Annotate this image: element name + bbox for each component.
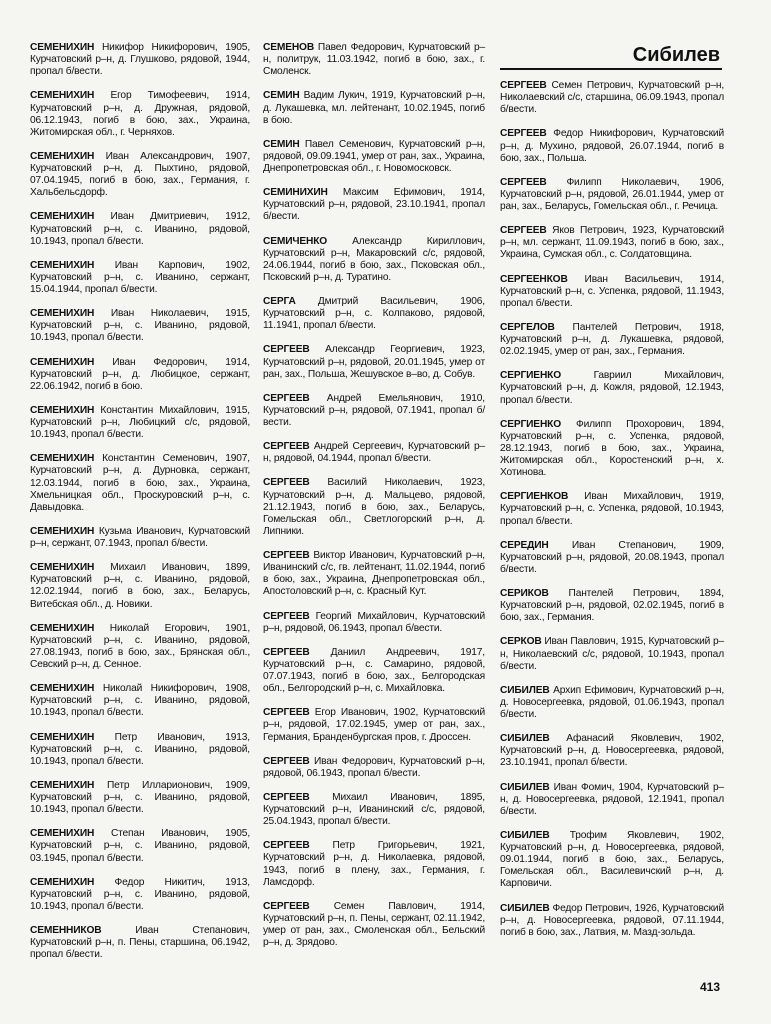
- entry-surname: СЕРГЕЕВ: [263, 900, 310, 912]
- memorial-entry: [30, 151, 250, 200]
- entry-surname: СИБИЛЕВ: [500, 684, 550, 696]
- entry-details: Филипп Прохорович, 1894, Курчатовский р–н, с. Успенка, рядовой, 28.12.1943, погиб в бою, зах., Украина, Житомирская обл., Коростенский р–н, х. Хотинова.: [500, 418, 724, 479]
- entry-surname: СЕМЕНИХИН: [30, 453, 95, 465]
- entry-details: Александр Кириллович, Курчатовский р–н, Макаровский с/с, рядовой, 24.06.1944, погиб в бою, зах., Псковская обл., Псковский р–н, д. Туратино.: [263, 235, 485, 283]
- entry-surname: СЕРГИЕНКОВ: [500, 491, 569, 503]
- page-number: 413: [700, 980, 721, 994]
- entry-details: Александр Георгиевич, 1923, Курчатовский р–н, рядовой, 20.01.1945, умер от ран, зах., Польша, Жешувское в–во, д. Собув.: [263, 344, 485, 380]
- entry-details: Василий Николаевич, 1923, Курчатовский р–н, д. Мальцево, рядовой, 21.12.1943, погиб в бою, зах., Беларусь, Гомельская обл., Светлогорский р–н, д. Липники.: [263, 477, 485, 537]
- entry-details: Вадим Лукич, 1919, Курчатовский р–н, д. Лукашевка, мл. лейтенант, 10.02.1945, погиб в бою.: [263, 90, 485, 126]
- memorial-entry: [500, 80, 724, 116]
- memorial-entry: [500, 903, 724, 939]
- entry-surname: СЕМЕНИХИН: [30, 779, 95, 791]
- entry-surname: СЕМЕННИКОВ: [30, 925, 102, 936]
- entry-surname: СЕРГИЕНКО: [500, 370, 561, 382]
- entry-details: Степан Иванович, 1905, Курчатовский р–н, с. Иванино, рядовой, 03.1945, пропал б/вести.: [30, 828, 250, 864]
- memorial-entry: [263, 707, 485, 743]
- entry-surname: СЕМЕНИХИН: [30, 259, 95, 271]
- entry-surname: СЕМЕНИХИН: [30, 683, 95, 695]
- memorial-entry: [30, 453, 250, 514]
- entry-surname: СЕРГА: [263, 296, 296, 307]
- entry-surname: СЕМЕНИХИН: [30, 356, 95, 368]
- running-header: Сибилев: [632, 44, 720, 66]
- entry-surname: СЕРКОВ: [500, 636, 542, 648]
- entry-details: Афанасий Яковлевич, 1902, Курчатовский р–н, д. Новосергеевка, рядовой, 23.10.1941, пропал б/вести.: [500, 733, 724, 769]
- entry-details: Иван Михайлович, 1919, Курчатовский р–н, с. Успенка, рядовой, 10.1943, пропал б/вести.: [500, 491, 724, 527]
- entry-surname: СЕМЕНОВ: [263, 42, 315, 53]
- entry-details: Иван Карпович, 1902, Курчатовский р–н, с. Иванино, сержант, 15.04.1944, пропал б/вести.: [30, 259, 250, 295]
- entry-surname: СЕРГЕЕВ: [263, 392, 310, 404]
- memorial-entry: [263, 756, 485, 780]
- entry-details: Семен Павлович, 1914, Курчатовский р–н, п. Пены, сержант, 02.11.1942, умер от ран, зах., Смоленская обл., Бельский р–н, д. Зрядово.: [263, 900, 485, 949]
- memorial-entry: [500, 685, 724, 721]
- entry-surname: СЕМЕНИХИН: [30, 404, 95, 416]
- memorial-entry: [500, 540, 724, 576]
- entry-details: Филипп Николаевич, 1906, Курчатовский р–н, рядовой, 26.01.1944, умер от ран, зах., Беларусь, Гомельская обл., г. Речица.: [500, 176, 724, 212]
- entry-surname: СИБИЛЕВ: [500, 733, 550, 745]
- entry-surname: СЕРГЕЛОВ: [500, 321, 555, 333]
- memorial-entry: [500, 636, 724, 672]
- memorial-entry: [263, 901, 485, 950]
- memorial-entry: [30, 828, 250, 864]
- memorial-entry: [263, 139, 485, 175]
- entry-surname: СЕМЕНИХИН: [30, 731, 95, 743]
- entry-details: Даниил Андреевич, 1917, Курчатовский р–н, с. Самарино, рядовой, 07.07.1943, погиб в бою, зах., Белгородская обл., Белгородский р–н, с. Михайловка.: [263, 646, 485, 695]
- entry-surname: СЕМЕНИХИН: [30, 308, 95, 320]
- entry-details: Иван Дмитриевич, 1912, Курчатовский р–н, с. Иванино, рядовой, 10.1943, пропал б/вести.: [30, 211, 250, 247]
- entry-details: Петр Григорьевич, 1921, Курчатовский р–н, д. Николаевка, рядовой, 1943, погиб в плену, зах., Германия, г. Ламсдорф.: [263, 840, 485, 888]
- entry-details: Иван Павлович, 1915, Курчатовский р–н, Николаевский с/с, рядовой, 10.1943, пропал б/вести.: [500, 636, 724, 672]
- entry-details: Егор Иванович, 1902, Курчатовский р–н, рядовой, 17.02.1945, умер от ран, зах., Германия, Бранденбургская пров, г. Дроссен.: [263, 707, 485, 743]
- entry-details: Николай Никифорович, 1908, Курчатовский р–н, с. Иванино, рядовой, 10.1943, пропал б/вести.: [30, 683, 250, 719]
- memorial-entry: [263, 647, 485, 696]
- memorial-entry: [500, 419, 724, 480]
- memorial-entry: [263, 611, 485, 635]
- memorial-entry: [30, 357, 250, 393]
- entry-surname: СЕРГЕЕВ: [263, 441, 310, 453]
- entry-details: Константин Семенович, 1907, Курчатовский р–н, д. Дурновка, сержант, 12.03.1944, погиб в бою, зах., Украина, Хмельницкая обл., Проскуровский р–н, с. Давыдовка.: [30, 453, 250, 513]
- memorial-entry: [263, 42, 485, 78]
- entry-details: Андрей Емельянович, 1910, Курчатовский р–н, рядовой, 07.1941, пропал б/вести.: [263, 392, 485, 428]
- entry-surname: СЕРГЕЕВ: [263, 755, 310, 767]
- entry-details: Гавриил Михайлович, Курчатовский р–н, д. Кожля, рядовой, 12.1943, пропал б/вести.: [500, 370, 724, 406]
- memorial-entry: [500, 491, 724, 527]
- entry-details: Иван Александрович, 1907, Курчатовский р–н, д. Пыхтино, рядовой, 07.04.1945, погиб в бою, зах., Германия, г. Хальбельсдорф.: [30, 150, 250, 199]
- memorial-entry: [30, 405, 250, 441]
- entry-surname: СЕМИНИХИН: [263, 187, 328, 199]
- entry-surname: СЕРГЕЕВ: [500, 176, 547, 188]
- memorial-entry: [30, 877, 250, 913]
- entry-details: Яков Петрович, 1923, Курчатовский р–н, мл. сержант, 11.09.1943, погиб в бою, зах., Украина, Сумская обл., с. Солдатовщина.: [500, 225, 724, 261]
- memorial-entry: [500, 782, 724, 818]
- entry-details: Павел Семенович, Курчатовский р–н, рядовой, 09.09.1941, умер от ран, зах., Украина, Днепропетровская обл., г. Новомосковск.: [263, 138, 486, 174]
- column-2: [263, 42, 485, 961]
- memorial-entry: [30, 90, 250, 139]
- memorial-entry: [500, 588, 724, 624]
- column-1: [30, 42, 250, 973]
- memorial-entry: [263, 187, 485, 223]
- memorial-entry: [263, 441, 485, 465]
- memorial-entry: [30, 211, 250, 247]
- memorial-entry: [500, 830, 724, 891]
- memorial-entry: [30, 308, 250, 344]
- entry-surname: СЕРГЕЕВ: [500, 128, 547, 140]
- entry-details: Николай Егорович, 1901, Курчатовский р–н, с. Иванино, рядовой, 27.08.1943, погиб в бою, зах., Брянская обл., Севский р–н, д. Сенное.: [30, 622, 251, 670]
- entry-details: Иван Фомич, 1904, Курчатовский р–н, д. Новосергеевка, рядовой, 12.1941, пропал б/вести.: [500, 781, 724, 817]
- entry-details: Иван Федорович, Курчатовский р–н, рядовой, 06.1943, пропал б/вести.: [263, 755, 485, 779]
- memorial-entry: [263, 296, 485, 332]
- memorial-entry: [30, 42, 250, 78]
- entry-surname: СЕМЕНИХИН: [30, 876, 95, 888]
- entry-details: Пантелей Петрович, 1918, Курчатовский р–н, д. Лукашевка, рядовой, 02.02.1945, умер от ран, зах., Германия.: [500, 321, 724, 358]
- entry-surname: СЕМЕНИХИН: [30, 211, 95, 223]
- entry-surname: СЕМИН: [263, 90, 300, 102]
- entry-details: Трофим Яковлевич, 1902, Курчатовский р–н, д. Новосергеевка, рядовой, 09.01.1944, погиб в бою, зах., Беларусь, Гомельская обл., Василевичский р–н, д. Карповичи.: [500, 829, 725, 890]
- entry-surname: СИБИЛЕВ: [500, 902, 550, 914]
- memorial-entry: [30, 780, 250, 816]
- entry-details: Георгий Михайлович, Курчатовский р–н, рядовой, 06.1943, пропал б/вести.: [263, 610, 485, 634]
- entry-details: Петр Илларионович, 1909, Курчатовский р–н, с. Иванино, рядовой, 10.1943, пропал б/вести.: [30, 779, 250, 816]
- entry-details: Михаил Иванович, 1895, Курчатовский р–н, Иванинский с/с, рядовой, 25.04.1943, пропал б/вести.: [263, 791, 485, 828]
- entry-details: Максим Ефимович, 1914, Курчатовский р–н, рядовой, 23.10.1941, пропал б/вести.: [263, 187, 485, 223]
- entry-details: Иван Васильевич, 1914, Курчатовский р–н, с. Успенка, рядовой, 11.1943, пропал б/вести.: [500, 273, 724, 309]
- memorial-entry: [263, 792, 485, 828]
- entry-details: Никифор Никифорович, 1905, Курчатовский р–н, д. Глушково, рядовой, 1944, пропал б/вести.: [30, 42, 250, 78]
- entry-surname: СЕРГЕЕВ: [500, 225, 547, 237]
- memorial-entry: [500, 370, 724, 406]
- entry-details: Андрей Сергеевич, Курчатовский р–н, рядовой, 04.1944, пропал б/вести.: [263, 441, 485, 465]
- entry-surname: СЕРГИЕНКО: [500, 418, 561, 430]
- memorial-entry: [30, 562, 250, 611]
- entry-surname: СЕРГЕЕВ: [263, 550, 310, 561]
- memorial-entry: [263, 344, 485, 380]
- header-rule: [500, 68, 722, 70]
- entry-details: Иван Федорович, 1914, Курчатовский р–н, д. Любицкое, сержант, 22.06.1942, погиб в бою.: [30, 356, 250, 392]
- entry-details: Семен Петрович, Курчатовский р–н, Николаевский с/с, старшина, 06.09.1943, пропал б/вести.: [500, 80, 725, 116]
- entry-surname: СЕРГЕЕВ: [263, 610, 310, 622]
- memorial-entry: [500, 274, 724, 310]
- entry-details: Иван Степанович, 1909, Курчатовский р–н, рядовой, 20.08.1943, пропал б/вести.: [500, 539, 724, 575]
- memorial-entry: [30, 260, 250, 296]
- entry-details: Федор Никифорович, Курчатовский р–н, д. Мухино, рядовой, 26.07.1944, погиб в бою, зах., Польша.: [500, 128, 725, 164]
- entry-details: Дмитрий Васильевич, 1906, Курчатовский р–н, с. Колпаково, рядовой, 11.1941, пропал б/вести.: [263, 296, 485, 332]
- entry-details: Михаил Иванович, 1899, Курчатовский р–н, с. Иванино, рядовой, 12.02.1944, погиб в бою, зах., Беларусь, Витебская обл., д. Новики.: [30, 562, 250, 610]
- memorial-entry: [30, 732, 250, 768]
- entry-surname: СЕРГЕЕВ: [263, 707, 310, 719]
- entry-details: Константин Михайлович, 1915, Курчатовский р–н, Любицкий с/с, рядовой, 10.1943, пропал б/вести.: [30, 404, 250, 441]
- entry-details: Виктор Иванович, Курчатовский р–н, Иванинский с/с, гв. лейтенант, 11.02.1944, погиб в бою, зах., Украина, Днепропетровская обл., Апостоловский р–н, с. Красный Кут.: [263, 550, 485, 598]
- entry-surname: СИБИЛЕВ: [500, 829, 550, 841]
- entry-surname: СИБИЛЕВ: [500, 781, 550, 793]
- memorial-entry: [30, 623, 250, 672]
- entry-surname: СЕМИН: [263, 138, 300, 150]
- entry-surname: СЕМЕНИХИН: [30, 562, 95, 574]
- entry-surname: СЕМЕНИХИН: [30, 622, 95, 634]
- entry-surname: СЕРГЕЕВ: [263, 477, 310, 489]
- entry-details: Егор Тимофеевич, 1914, Курчатовский р–н, д. Дружная, рядовой, 06.12.1943, погиб в бою, зах., Украина, Житомирская обл., г. Черняхов.: [30, 90, 250, 138]
- memorial-entry: [30, 526, 250, 550]
- memorial-entry: [263, 477, 485, 538]
- entry-surname: СЕРЕДИН: [500, 539, 549, 551]
- entry-details: Павел Федорович, Курчатовский р–н, политрук, 11.03.1942, погиб в бою, зах., г. Смоленск.: [263, 42, 485, 78]
- entry-surname: СЕРГЕЕВ: [263, 646, 310, 658]
- memorial-entry: [30, 683, 250, 719]
- entry-surname: СЕРГЕЕВ: [263, 791, 310, 803]
- memorial-entry: [263, 840, 485, 889]
- entry-details: Иван Николаевич, 1915, Курчатовский р–н, с. Иванино, рядовой, 10.1943, пропал б/вести.: [30, 308, 250, 344]
- entry-surname: СЕМИЧЕНКО: [263, 235, 328, 247]
- entry-details: Кузьма Иванович, Курчатовский р–н, сержант, 07.1943, пропал б/вести.: [30, 525, 251, 549]
- entry-surname: СЕРИКОВ: [500, 588, 549, 599]
- memorial-entry: [263, 393, 485, 429]
- entry-surname: СЕМЕНИХИН: [30, 150, 95, 162]
- entry-details: Иван Степанович, Курчатовский р–н, п. Пены, старшина, 06.1942, пропал б/вести.: [30, 925, 250, 961]
- entry-surname: СЕМЕНИХИН: [30, 42, 95, 53]
- entry-surname: СЕМЕНИХИН: [30, 828, 95, 840]
- entry-details: Федор Петрович, 1926, Курчатовский р–н, д. Новосергеевка, рядовой, 07.11.1944, погиб в бою, зах., Латвия, м. Мазд-зольда.: [500, 902, 724, 938]
- entry-surname: СЕРГЕЕВ: [263, 344, 310, 356]
- entry-details: Петр Иванович, 1913, Курчатовский р–н, с. Иванино, рядовой, 10.1943, пропал б/вести.: [30, 731, 250, 767]
- memorial-entry: [30, 925, 250, 961]
- memorial-entry: [263, 90, 485, 126]
- entry-surname: СЕРГЕЕНКОВ: [500, 273, 568, 285]
- entry-surname: СЕМЕНИХИН: [30, 525, 95, 537]
- memorial-entry: [263, 550, 485, 599]
- entry-details: Архип Ефимович, Курчатовский р–н, д. Новосергеевка, рядовой, 01.06.1943, пропал б/вести.: [500, 684, 724, 720]
- memorial-entry: [500, 128, 724, 164]
- memorial-entry: [263, 236, 485, 285]
- entry-details: Федор Никитич, 1913, Курчатовский р–н, с. Иванино, рядовой, 10.1943, пропал б/вести.: [30, 876, 250, 912]
- entry-details: Пантелей Петрович, 1894, Курчатовский р–н, рядовой, 02.02.1945, погиб в бою, зах., Германия.: [500, 588, 724, 624]
- entry-surname: СЕРГЕЕВ: [500, 80, 547, 91]
- memorial-entry: [500, 733, 724, 769]
- entry-surname: СЕМЕНИХИН: [30, 90, 95, 102]
- memorial-entry: [500, 177, 724, 213]
- column-3: [500, 80, 724, 951]
- memorial-entry: [500, 322, 724, 358]
- memorial-entry: [500, 225, 724, 261]
- entry-surname: СЕРГЕЕВ: [263, 840, 310, 852]
